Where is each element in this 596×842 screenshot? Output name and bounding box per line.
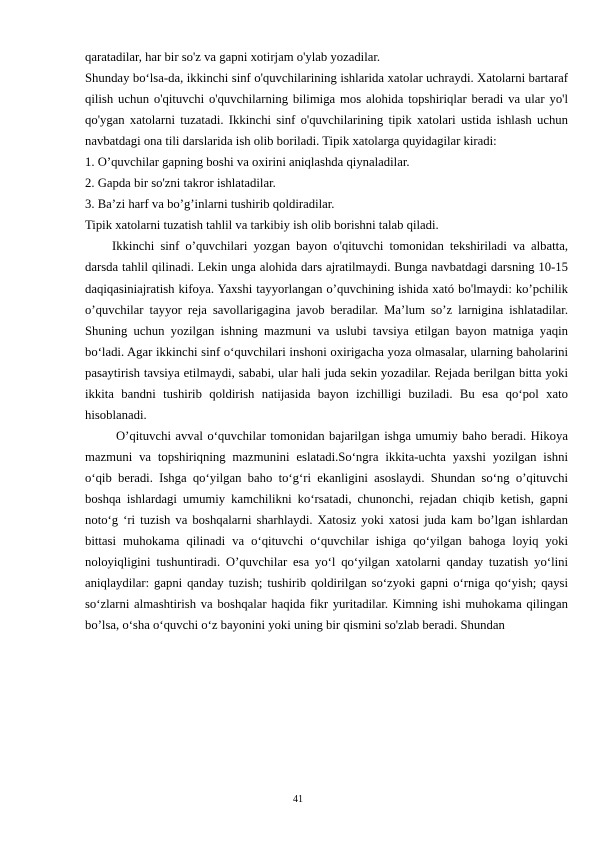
page-number: 41 [293, 794, 303, 805]
paragraph-errors-intro: Shunday bo‘lsa-da, ikkinchi sinf o'quvchilarining ishlarida xatolar uchraydi. Xatolarni bartaraf qilish uchun o'qituvchi o'quvchilarning bilimiga mos alohida topshiriqlar beradi va ular yo'l qo'ygan xatolarni tuzatadi. Ikkinchi sinf o'quvchilarining tipik xatolari ustida ishlash uchun navbatdagi ona tili darslarida ish olib boriladi. Tipik xatolarga quyidagilar kiradi: [85, 71, 568, 149]
paragraph-correction: Tipik xatolarni tuzatish tahlil va tarkibiy ish olib borishni talab qiladi. [85, 218, 439, 233]
paragraph-checking: Ikkinchi sinf o’quvchilari yozgan bayon o'qituvchi tomonidan tekshiriladi va albatta, darsda tahlil qilinadi. Lekin unga alohida dars ajratilmaydi. Bunga navbatdagi darsning 10-15 daqiqasiniajratish kifoya. Yaxshi tayyorlangan o’quvchining ishida xató bo'lmaydi: ko’pchilik o’quvchilar tayyor reja savollarigagina javob beradilar. Ma’lum so’z larnigina ishlatadilar. Shuning uchun yozilgan ishning mazmuni va uslubi tavsiya etilgan bayon matniga yaqin bo‘ladi. Agar ikkinchi sinf o‘quvchilari inshoni oxirigacha yoza olmasalar, ularning baholarini pasaytirish tavsiya etilmaydi, sababi, ular hali juda sekin yozadilar. Rejada berilgan bitta yoki ikkita bandni tushirib qoldirish natijasida bayon izchilligi buziladi. Bu esa qo‘pol xato hisoblanadi. [85, 239, 568, 422]
list-item-3: 3. Ba’zi harf va bo’g’inlarni tushirib qoldiradilar. [85, 197, 335, 212]
list-item-1: 1. O’quvchilar gapning boshi va oxirini aniqlashda qiynaladilar. [85, 155, 410, 170]
list-item-2: 2. Gapda bir so'zni takror ishlatadilar. [85, 176, 276, 191]
body-text [85, 47, 568, 636]
paragraph-teacher-evaluation: O’qituvchi avval o‘quvchilar tomonidan bajarilgan ishga umumiy baho beradi. Hikoya mazmuni va topshiriqning mazmunini eslatadi.So‘ngra ikkita-uchta yaxshi yozilgan ishni o‘qib beradi. Ishga qo‘yilgan baho to‘g‘ri ekanligini asoslaydi. Shundan so‘ng o’qituvchi boshqa ishlardagi umumiy kamchilikni ko‘rsatadi, chunonchi, rejadan chiqib ketish, gapni noto‘g ‘ri tuzish va boshqalarni sharhlaydi. Xatosiz yoki xatosi juda kam bo’lgan ishlardan bittasi muhokama qilinadi va o‘qituvchi o‘quvchilar ishiga qo‘yilgan bahoga loyiq yoki noloyiqligini tushuntiradi. O’quvchilar esa yo‘l qo‘yilgan xatolarni qanday tuzatish yo‘lini aniqlaydilar: gapni qanday tuzish; tushirib qoldirilgan so‘zyoki gapni o‘rniga qo‘yish; qaysi so‘zlarni almashtirish va boshqalar haqida fikr yuritadilar. Kimning ishi muhokama qilingan bo’lsa, o‘sha o‘quvchi o‘z bayonini yoki uning bir qismini so'zlab beradi. Shundan [85, 428, 568, 633]
paragraph-continuation: qaratadilar, har bir so'z va gapni xotirjam o'ylab yozadilar. [85, 50, 381, 64]
